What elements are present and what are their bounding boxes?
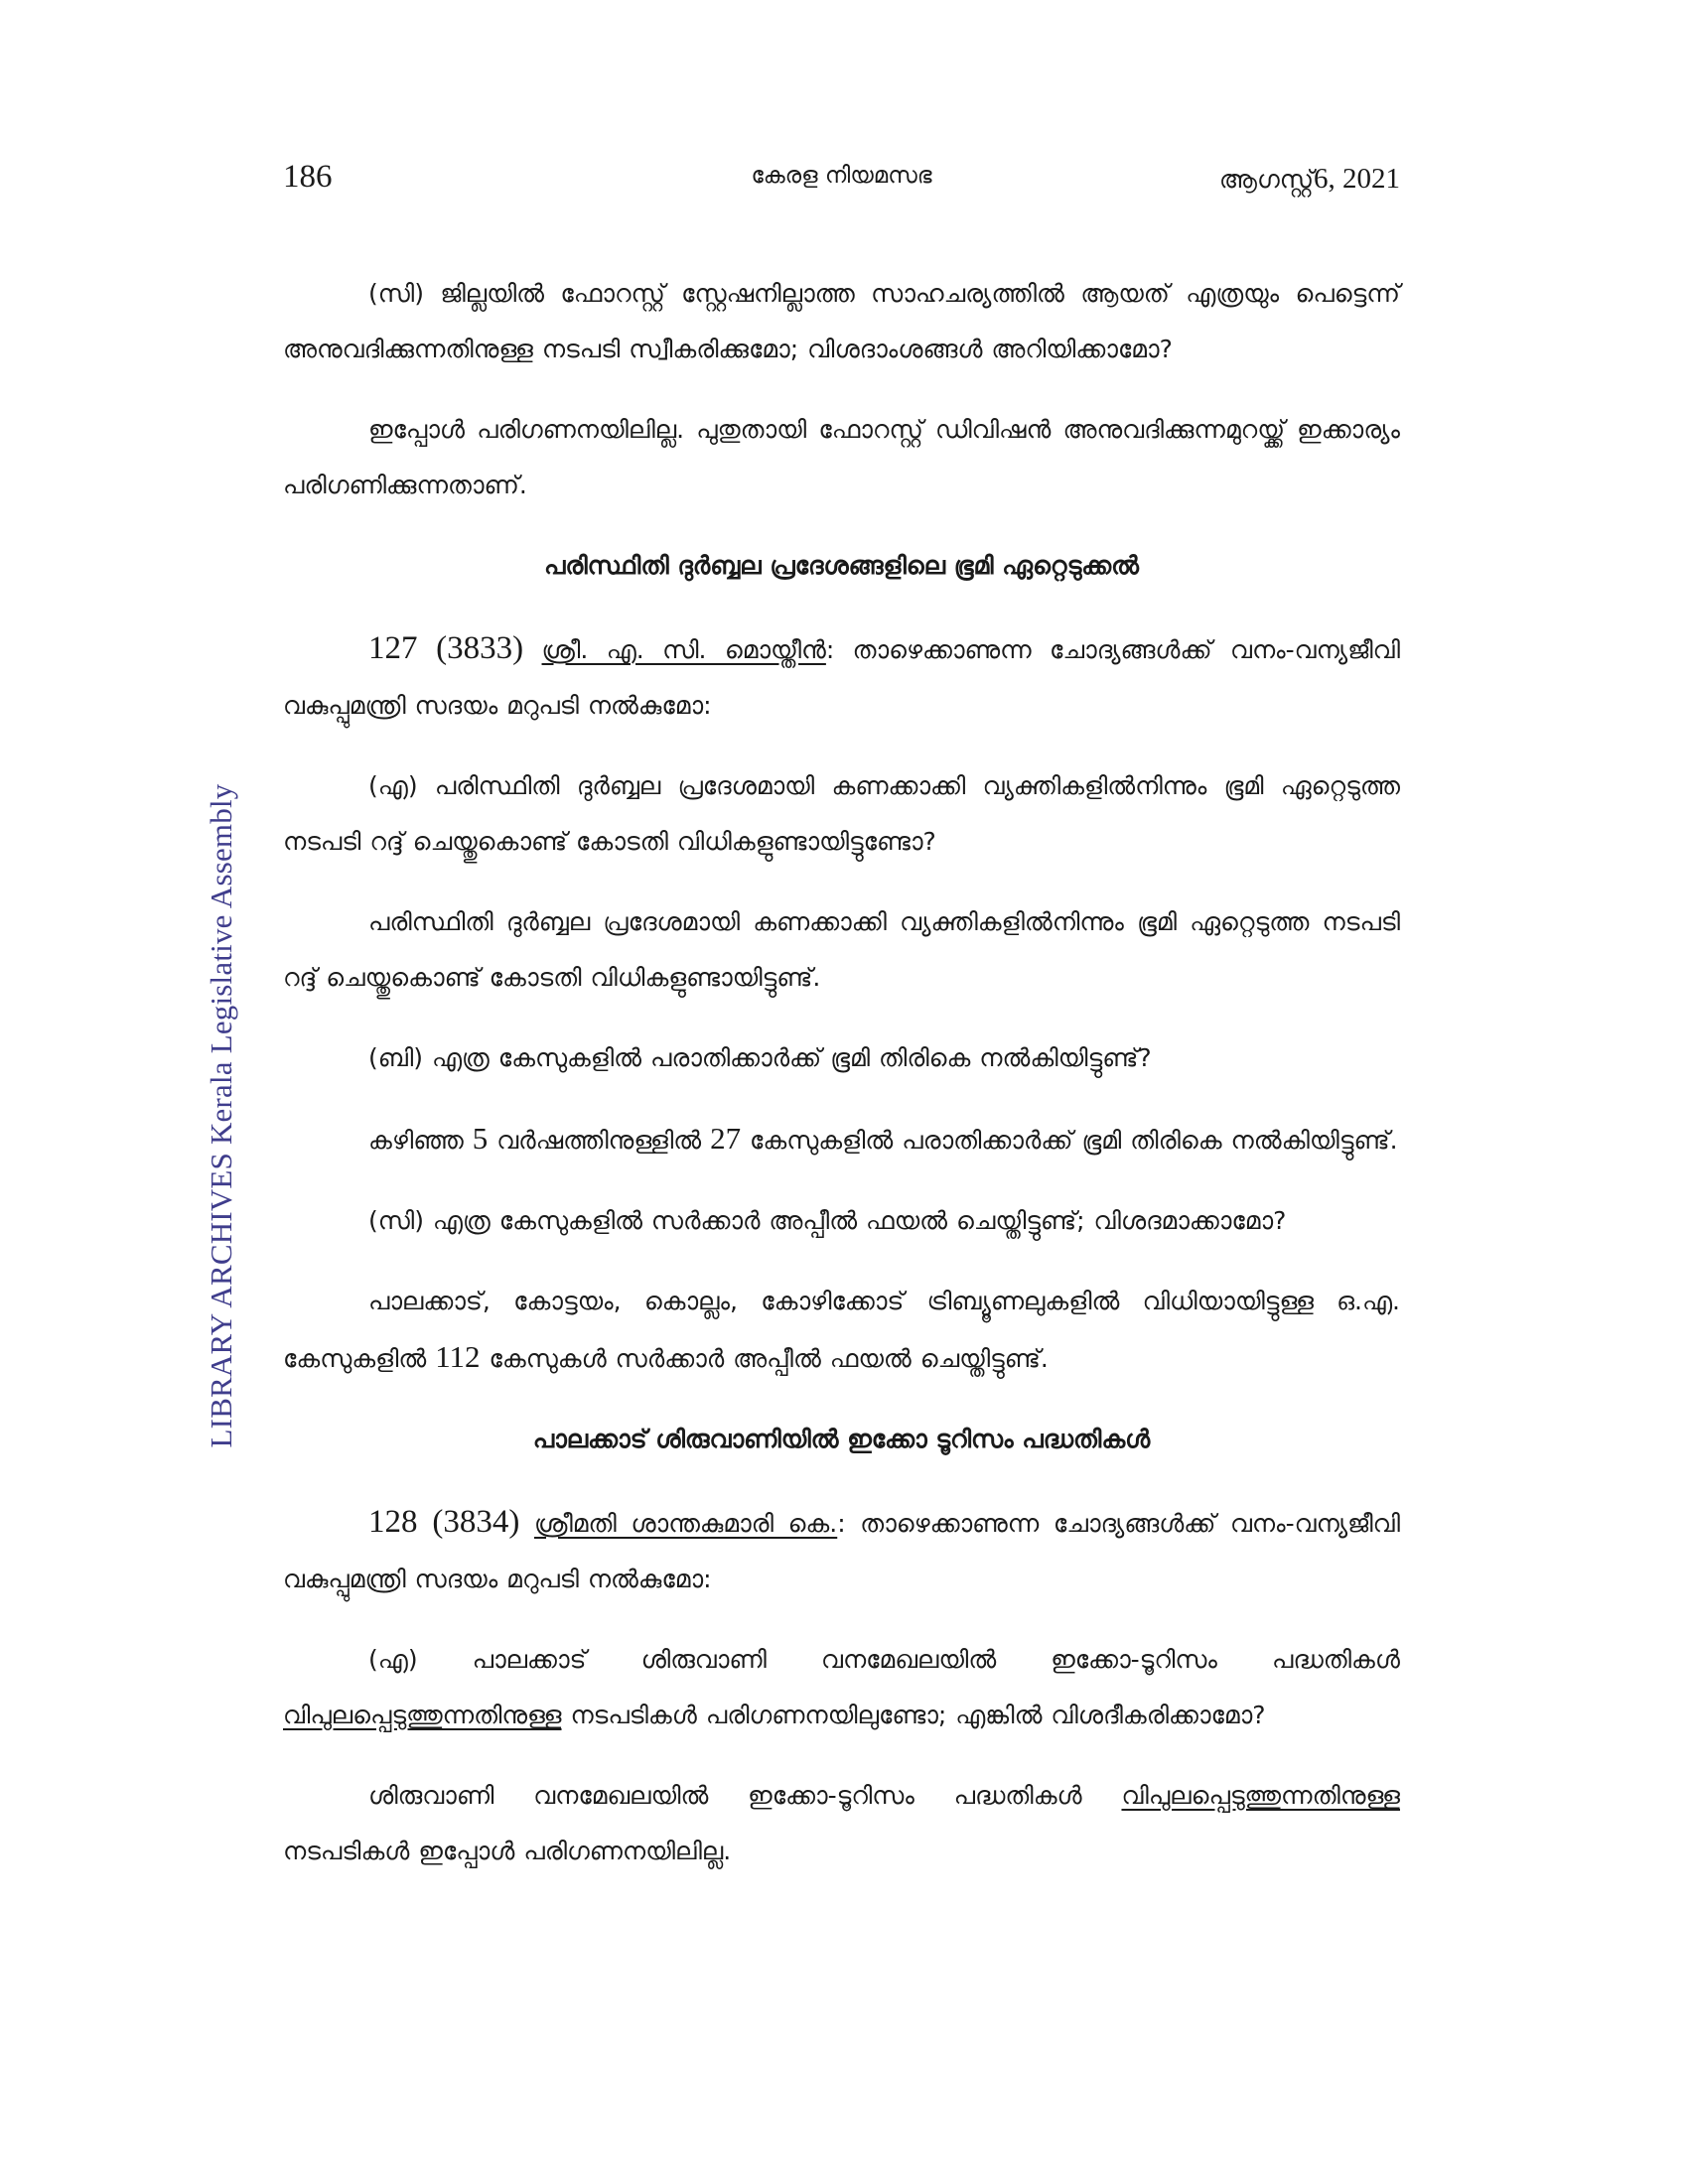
page-number: 186 [283, 159, 333, 195]
answer-c-text: ഇപ്പോൾ പരിഗണനയിലില്ല. പുതുതായി ഫോറസ്റ്റ് ഡിവിഷൻ അനുവദിക്കുന്നമുറയ്ക്ക് ഇക്കാര്യം പരിഗണിക്കുന്നതാണ്. [283, 415, 1400, 499]
question-intro-text: : താഴെക്കാണുന്ന ചോദ്യങ്ങൾക്ക് വനം-വന്യജീവി വകുപ്പുമന്ത്രി സദയം മറുപടി നൽകുമോ: [283, 635, 1401, 720]
answer-128-a-underlined: വിപുലപ്പെടുത്തുന്നതിനുള്ള [1121, 1781, 1400, 1810]
section-heading-ecologically-fragile-land: പരിസ്ഥിതി ദുർബ്ബല പ്രദേശങ്ങളിലെ ഭൂമി ഏറ്റെടുക്കൽ [543, 551, 1140, 580]
question-128-a-underlined: വിപുലപ്പെടുത്തുന്നതിനുള്ള [283, 1701, 562, 1729]
answer-127-b-part1: കഴിഞ്ഞ [368, 1126, 473, 1155]
answer-128-a-part2: നടപടികൾ ഇപ്പോൾ പരിഗണനയിലില്ല. [283, 1837, 732, 1865]
question-127-a: (എ) പരിസ്ഥിതി ദുർബ്ബല പ്രദേശമായി കണക്കാക്കി വ്യക്തികളിൽനിന്നും ഭൂമി ഏറ്റെടുത്ത നടപടി റദ്ദ് ചെയ്തുകൊണ്ട് കോടതി വിധികളുണ്ടായിട്ടുണ്ടോ? [283, 771, 1400, 856]
question-128-a [283, 1632, 1400, 1743]
answer-127-c-part1: പാലക്കാട്, കോട്ടയം, കൊല്ലം, കോഴിക്കോട് ട്രിബ്യൂണലുകളിൽ വിധിയായിട്ടുള്ള ഒ.എ. കേസുകളിൽ [283, 1287, 1400, 1373]
question-128-a-part2: നടപടികൾ പരിഗണനയിലുണ്ടോ; എങ്കിൽ വിശദീകരിക്കാമോ? [561, 1701, 1266, 1729]
answer-127-a: പരിസ്ഥിതി ദുർബ്ബല പ്രദേശമായി കണക്കാക്കി വ്യക്തികളിൽനിന്നും ഭൂമി ഏറ്റെടുത്ത നടപടി റദ്ദ് ചെയ്തുകൊണ്ട് കോടതി വിധികളുണ്ടായിട്ടുണ്ട്. [283, 907, 1400, 992]
answer-127-b-part2: വർഷത്തിനുള്ളിൽ [488, 1126, 711, 1155]
answer-127-b-years: 5 [472, 1121, 489, 1156]
question-127-b: (ബി) എത്ര കേസുകളിൽ പരാതിക്കാർക്ക് ഭൂമി തിരികെ നൽകിയിട്ടുണ്ട്? [368, 1043, 1152, 1072]
answer-127-c-count: 112 [435, 1339, 481, 1374]
member-name: ശ്രീ. എ. സി. മൊയ്തീൻ [541, 635, 826, 664]
question-c-text: (സി) ജില്ലയിൽ ഫോറസ്റ്റ് സ്റ്റേഷനില്ലാത്ത സാഹചര്യത്തിൽ ആയത് എത്രയും പെട്ടെന്ന് അനുവദിക്കുന്നതിനുള്ള നടപടി സ്വീകരിക്കുമോ; വിശദാംശങ്ങൾ അറിയിക്കാമോ? [283, 279, 1400, 363]
answer-127-b-part3: കേസുകളിൽ പരാതിക്കാർക്ക് ഭൂമി തിരികെ നൽകിയിട്ടുണ്ട്. [741, 1126, 1398, 1155]
question-intro-text: : താഴെക്കാണുന്ന ചോദ്യങ്ങൾക്ക് വനം-വന്യജീവി വകുപ്പുമന്ത്രി സദയം മറുപടി നൽകുമോ: [283, 1509, 1400, 1593]
answer-127-b [283, 1111, 1400, 1168]
running-title: കേരള നിയമസഭ [751, 163, 932, 189]
question-128-intro [283, 1494, 1400, 1607]
running-date-number: 6, 2021 [1314, 163, 1400, 195]
answer-128-a [283, 1768, 1400, 1879]
section-heading-siruvani-eco-tourism: പാലക്കാട് ശിരുവാണിയിൽ ഇക്കോ ടൂറിസം പദ്ധതികൾ [532, 1425, 1151, 1453]
watermark-text: LIBRARY ARCHIVES Kerala Legislative Assembly [204, 783, 238, 1448]
question-127-intro [283, 620, 1400, 734]
question-127-c: (സി) എത്ര കേസുകളിൽ സർക്കാർ അപ്പീൽ ഫയൽ ചെയ്തിട്ടുണ്ട്; വിശദമാക്കാമോ? [368, 1206, 1287, 1235]
answer-127-c [283, 1274, 1400, 1387]
answer-127-c-part2: കേസുകൾ സർക്കാർ അപ്പീൽ ഫയൽ ചെയ്തിട്ടുണ്ട്. [480, 1344, 1049, 1373]
question-128-a-part1: (എ) പാലക്കാട് ശിരുവാണി വനമേഖലയിൽ ഇക്കോ-ടൂറിസം പദ്ധതികൾ [368, 1645, 1400, 1674]
running-date [1219, 163, 1400, 196]
question-number: 128 (3834) [368, 1504, 520, 1540]
answer-127-b-cases: 27 [710, 1121, 742, 1156]
running-date-month: ആഗസ്റ്റ് [1218, 165, 1314, 194]
page-content [283, 266, 1400, 1904]
question-number: 127 (3833) [368, 630, 524, 666]
member-name: ശ്രീമതി ശാന്തകുമാരി കെ. [533, 1509, 838, 1538]
page-header [283, 159, 1400, 208]
answer-128-a-part1: ശിരുവാണി വനമേഖലയിൽ ഇക്കോ-ടൂറിസം പദ്ധതികൾ [368, 1781, 1122, 1810]
